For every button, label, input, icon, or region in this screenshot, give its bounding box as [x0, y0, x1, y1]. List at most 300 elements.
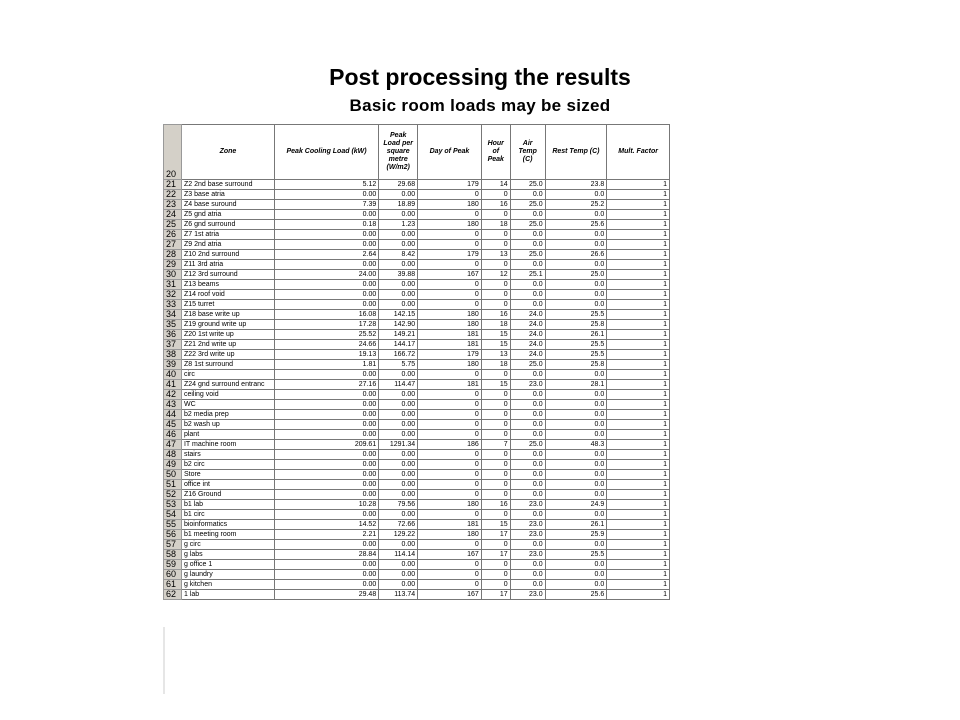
cell-hour-of-peak[interactable]: 0: [481, 390, 510, 400]
cell-peak-per-m2[interactable]: 0.00: [379, 420, 418, 430]
row-number[interactable]: 54: [164, 510, 182, 520]
cell-mult-factor[interactable]: 1: [607, 540, 670, 550]
cell-peak-cooling[interactable]: 0.00: [274, 390, 378, 400]
cell-hour-of-peak[interactable]: 0: [481, 540, 510, 550]
cell-zone[interactable]: circ: [181, 370, 274, 380]
cell-peak-per-m2[interactable]: 0.00: [379, 560, 418, 570]
row-number[interactable]: 24: [164, 210, 182, 220]
cell-hour-of-peak[interactable]: 13: [481, 350, 510, 360]
cell-peak-per-m2[interactable]: 113.74: [379, 590, 418, 600]
cell-rest-temp[interactable]: 48.3: [545, 440, 607, 450]
cell-zone[interactable]: 1 lab: [181, 590, 274, 600]
cell-mult-factor[interactable]: 1: [607, 220, 670, 230]
cell-rest-temp[interactable]: 25.5: [545, 340, 607, 350]
row-number[interactable]: 29: [164, 260, 182, 270]
cell-rest-temp[interactable]: 0.0: [545, 280, 607, 290]
cell-air-temp[interactable]: 25.0: [510, 200, 545, 210]
cell-air-temp[interactable]: 0.0: [510, 430, 545, 440]
cell-peak-per-m2[interactable]: 0.00: [379, 290, 418, 300]
cell-zone[interactable]: Z21 2nd write up: [181, 340, 274, 350]
cell-rest-temp[interactable]: 26.1: [545, 520, 607, 530]
cell-zone[interactable]: Z16 Ground: [181, 490, 274, 500]
cell-peak-cooling[interactable]: 0.00: [274, 420, 378, 430]
cell-hour-of-peak[interactable]: 0: [481, 490, 510, 500]
cell-air-temp[interactable]: 0.0: [510, 290, 545, 300]
cell-mult-factor[interactable]: 1: [607, 260, 670, 270]
cell-hour-of-peak[interactable]: 0: [481, 300, 510, 310]
cell-mult-factor[interactable]: 1: [607, 350, 670, 360]
cell-day-of-peak[interactable]: 0: [418, 210, 482, 220]
cell-air-temp[interactable]: 24.0: [510, 340, 545, 350]
row-number[interactable]: 34: [164, 310, 182, 320]
header-hour-of-peak[interactable]: Hour of Peak: [481, 125, 510, 180]
cell-hour-of-peak[interactable]: 0: [481, 280, 510, 290]
cell-air-temp[interactable]: 25.1: [510, 270, 545, 280]
cell-peak-cooling[interactable]: 209.61: [274, 440, 378, 450]
cell-day-of-peak[interactable]: 0: [418, 540, 482, 550]
cell-peak-cooling[interactable]: 0.00: [274, 410, 378, 420]
cell-air-temp[interactable]: 0.0: [510, 400, 545, 410]
cell-mult-factor[interactable]: 1: [607, 500, 670, 510]
row-number[interactable]: 22: [164, 190, 182, 200]
row-number[interactable]: 46: [164, 430, 182, 440]
cell-day-of-peak[interactable]: 0: [418, 560, 482, 570]
cell-day-of-peak[interactable]: 180: [418, 310, 482, 320]
cell-hour-of-peak[interactable]: 0: [481, 240, 510, 250]
cell-day-of-peak[interactable]: 179: [418, 250, 482, 260]
cell-zone[interactable]: Z2 2nd base surround: [181, 180, 274, 190]
cell-rest-temp[interactable]: 23.8: [545, 180, 607, 190]
cell-peak-cooling[interactable]: 0.18: [274, 220, 378, 230]
cell-day-of-peak[interactable]: 0: [418, 490, 482, 500]
cell-peak-per-m2[interactable]: 72.66: [379, 520, 418, 530]
cell-zone[interactable]: g laundry: [181, 570, 274, 580]
cell-zone[interactable]: Z4 base suround: [181, 200, 274, 210]
cell-air-temp[interactable]: 0.0: [510, 460, 545, 470]
row-number[interactable]: 47: [164, 440, 182, 450]
cell-day-of-peak[interactable]: 0: [418, 410, 482, 420]
cell-mult-factor[interactable]: 1: [607, 590, 670, 600]
cell-rest-temp[interactable]: 0.0: [545, 420, 607, 430]
cell-zone[interactable]: IT machine room: [181, 440, 274, 450]
cell-hour-of-peak[interactable]: 0: [481, 190, 510, 200]
cell-day-of-peak[interactable]: 0: [418, 280, 482, 290]
cell-air-temp[interactable]: 0.0: [510, 420, 545, 430]
cell-hour-of-peak[interactable]: 0: [481, 470, 510, 480]
cell-zone[interactable]: Z18 base write up: [181, 310, 274, 320]
cell-peak-cooling[interactable]: 0.00: [274, 260, 378, 270]
cell-air-temp[interactable]: 25.0: [510, 220, 545, 230]
cell-air-temp[interactable]: 25.0: [510, 250, 545, 260]
cell-rest-temp[interactable]: 26.1: [545, 330, 607, 340]
cell-zone[interactable]: Z14 roof void: [181, 290, 274, 300]
cell-mult-factor[interactable]: 1: [607, 510, 670, 520]
cell-hour-of-peak[interactable]: 0: [481, 560, 510, 570]
cell-peak-per-m2[interactable]: 0.00: [379, 390, 418, 400]
cell-rest-temp[interactable]: 25.9: [545, 530, 607, 540]
cell-day-of-peak[interactable]: 180: [418, 320, 482, 330]
cell-zone[interactable]: b2 media prep: [181, 410, 274, 420]
cell-peak-per-m2[interactable]: 0.00: [379, 260, 418, 270]
cell-peak-cooling[interactable]: 24.66: [274, 340, 378, 350]
cell-hour-of-peak[interactable]: 0: [481, 460, 510, 470]
cell-peak-cooling[interactable]: 0.00: [274, 300, 378, 310]
cell-hour-of-peak[interactable]: 14: [481, 180, 510, 190]
row-number[interactable]: 38: [164, 350, 182, 360]
cell-peak-per-m2[interactable]: 18.89: [379, 200, 418, 210]
cell-hour-of-peak[interactable]: 0: [481, 290, 510, 300]
cell-mult-factor[interactable]: 1: [607, 300, 670, 310]
cell-zone[interactable]: Z11 3rd atria: [181, 260, 274, 270]
cell-peak-per-m2[interactable]: 0.00: [379, 410, 418, 420]
row-number[interactable]: 50: [164, 470, 182, 480]
cell-mult-factor[interactable]: 1: [607, 280, 670, 290]
cell-peak-per-m2[interactable]: 114.47: [379, 380, 418, 390]
cell-air-temp[interactable]: 23.0: [510, 380, 545, 390]
row-number[interactable]: 58: [164, 550, 182, 560]
row-number[interactable]: 52: [164, 490, 182, 500]
cell-day-of-peak[interactable]: 181: [418, 380, 482, 390]
cell-day-of-peak[interactable]: 0: [418, 260, 482, 270]
header-day-of-peak[interactable]: Day of Peak: [418, 125, 482, 180]
cell-rest-temp[interactable]: 0.0: [545, 540, 607, 550]
cell-rest-temp[interactable]: 25.0: [545, 270, 607, 280]
cell-day-of-peak[interactable]: 0: [418, 420, 482, 430]
cell-zone[interactable]: plant: [181, 430, 274, 440]
row-number[interactable]: 35: [164, 320, 182, 330]
cell-zone[interactable]: Z9 2nd atria: [181, 240, 274, 250]
cell-rest-temp[interactable]: 0.0: [545, 580, 607, 590]
cell-peak-cooling[interactable]: 1.81: [274, 360, 378, 370]
cell-hour-of-peak[interactable]: 15: [481, 340, 510, 350]
cell-zone[interactable]: g labs: [181, 550, 274, 560]
cell-day-of-peak[interactable]: 180: [418, 500, 482, 510]
cell-peak-cooling[interactable]: 0.00: [274, 290, 378, 300]
cell-day-of-peak[interactable]: 180: [418, 200, 482, 210]
cell-rest-temp[interactable]: 0.0: [545, 390, 607, 400]
cell-rest-temp[interactable]: 26.6: [545, 250, 607, 260]
cell-peak-per-m2[interactable]: 0.00: [379, 570, 418, 580]
cell-day-of-peak[interactable]: 0: [418, 470, 482, 480]
cell-air-temp[interactable]: 0.0: [510, 560, 545, 570]
cell-peak-cooling[interactable]: 7.39: [274, 200, 378, 210]
cell-rest-temp[interactable]: 0.0: [545, 560, 607, 570]
row-number[interactable]: 61: [164, 580, 182, 590]
cell-peak-cooling[interactable]: 0.00: [274, 570, 378, 580]
cell-mult-factor[interactable]: 1: [607, 320, 670, 330]
cell-day-of-peak[interactable]: 0: [418, 480, 482, 490]
cell-air-temp[interactable]: 0.0: [510, 240, 545, 250]
header-mult-factor[interactable]: Mult. Factor: [607, 125, 670, 180]
cell-peak-per-m2[interactable]: 0.00: [379, 400, 418, 410]
cell-rest-temp[interactable]: 25.5: [545, 350, 607, 360]
cell-zone[interactable]: Z13 beams: [181, 280, 274, 290]
cell-peak-cooling[interactable]: 14.52: [274, 520, 378, 530]
cell-peak-per-m2[interactable]: 1291.34: [379, 440, 418, 450]
cell-air-temp[interactable]: 24.0: [510, 310, 545, 320]
cell-air-temp[interactable]: 0.0: [510, 370, 545, 380]
cell-day-of-peak[interactable]: 0: [418, 510, 482, 520]
cell-mult-factor[interactable]: 1: [607, 290, 670, 300]
cell-mult-factor[interactable]: 1: [607, 380, 670, 390]
cell-mult-factor[interactable]: 1: [607, 450, 670, 460]
cell-zone[interactable]: Z10 2nd surround: [181, 250, 274, 260]
cell-zone[interactable]: WC: [181, 400, 274, 410]
header-peak-per-m2[interactable]: Peak Load per square metre (W/m2): [379, 125, 418, 180]
cell-air-temp[interactable]: 0.0: [510, 490, 545, 500]
cell-rest-temp[interactable]: 0.0: [545, 510, 607, 520]
cell-hour-of-peak[interactable]: 0: [481, 260, 510, 270]
cell-zone[interactable]: bioinformatics: [181, 520, 274, 530]
cell-peak-per-m2[interactable]: 142.15: [379, 310, 418, 320]
row-number[interactable]: 30: [164, 270, 182, 280]
cell-mult-factor[interactable]: 1: [607, 330, 670, 340]
cell-hour-of-peak[interactable]: 0: [481, 230, 510, 240]
row-number[interactable]: 48: [164, 450, 182, 460]
cell-air-temp[interactable]: 0.0: [510, 300, 545, 310]
cell-peak-per-m2[interactable]: 0.00: [379, 450, 418, 460]
cell-peak-cooling[interactable]: 0.00: [274, 450, 378, 460]
cell-peak-cooling[interactable]: 25.52: [274, 330, 378, 340]
cell-day-of-peak[interactable]: 0: [418, 230, 482, 240]
cell-rest-temp[interactable]: 28.1: [545, 380, 607, 390]
cell-mult-factor[interactable]: 1: [607, 210, 670, 220]
cell-mult-factor[interactable]: 1: [607, 370, 670, 380]
cell-air-temp[interactable]: 24.0: [510, 350, 545, 360]
cell-rest-temp[interactable]: 0.0: [545, 190, 607, 200]
cell-peak-cooling[interactable]: 16.08: [274, 310, 378, 320]
cell-rest-temp[interactable]: 25.8: [545, 360, 607, 370]
cell-day-of-peak[interactable]: 0: [418, 570, 482, 580]
cell-rest-temp[interactable]: 25.2: [545, 200, 607, 210]
cell-mult-factor[interactable]: 1: [607, 480, 670, 490]
cell-rest-temp[interactable]: 0.0: [545, 290, 607, 300]
cell-mult-factor[interactable]: 1: [607, 430, 670, 440]
cell-zone[interactable]: Z3 base atria: [181, 190, 274, 200]
cell-peak-per-m2[interactable]: 0.00: [379, 430, 418, 440]
cell-zone[interactable]: Z20 1st write up: [181, 330, 274, 340]
cell-rest-temp[interactable]: 0.0: [545, 450, 607, 460]
cell-zone[interactable]: stairs: [181, 450, 274, 460]
cell-peak-cooling[interactable]: 0.00: [274, 560, 378, 570]
row-number[interactable]: 57: [164, 540, 182, 550]
row-number[interactable]: 45: [164, 420, 182, 430]
cell-peak-per-m2[interactable]: 0.00: [379, 370, 418, 380]
cell-mult-factor[interactable]: 1: [607, 410, 670, 420]
row-number[interactable]: 27: [164, 240, 182, 250]
cell-rest-temp[interactable]: 25.5: [545, 310, 607, 320]
cell-peak-cooling[interactable]: 0.00: [274, 540, 378, 550]
cell-peak-per-m2[interactable]: 0.00: [379, 460, 418, 470]
cell-zone[interactable]: Z15 turret: [181, 300, 274, 310]
row-number[interactable]: 40: [164, 370, 182, 380]
cell-mult-factor[interactable]: 1: [607, 180, 670, 190]
cell-hour-of-peak[interactable]: 17: [481, 590, 510, 600]
cell-air-temp[interactable]: 25.0: [510, 180, 545, 190]
cell-peak-cooling[interactable]: 0.00: [274, 280, 378, 290]
cell-zone[interactable]: Z24 gnd surround entranc: [181, 380, 274, 390]
cell-air-temp[interactable]: 0.0: [510, 580, 545, 590]
cell-peak-cooling[interactable]: 29.48: [274, 590, 378, 600]
row-number[interactable]: 42: [164, 390, 182, 400]
cell-mult-factor[interactable]: 1: [607, 190, 670, 200]
cell-day-of-peak[interactable]: 0: [418, 430, 482, 440]
row-number[interactable]: 55: [164, 520, 182, 530]
cell-hour-of-peak[interactable]: 18: [481, 360, 510, 370]
cell-zone[interactable]: g office 1: [181, 560, 274, 570]
cell-peak-per-m2[interactable]: 0.00: [379, 280, 418, 290]
cell-peak-cooling[interactable]: 0.00: [274, 480, 378, 490]
cell-mult-factor[interactable]: 1: [607, 470, 670, 480]
cell-peak-per-m2[interactable]: 144.17: [379, 340, 418, 350]
cell-peak-per-m2[interactable]: 39.88: [379, 270, 418, 280]
cell-hour-of-peak[interactable]: 17: [481, 550, 510, 560]
cell-mult-factor[interactable]: 1: [607, 340, 670, 350]
cell-rest-temp[interactable]: 25.8: [545, 320, 607, 330]
row-number[interactable]: 32: [164, 290, 182, 300]
header-air-temp[interactable]: Air Temp (C): [510, 125, 545, 180]
cell-mult-factor[interactable]: 1: [607, 420, 670, 430]
cell-rest-temp[interactable]: 0.0: [545, 260, 607, 270]
cell-rest-temp[interactable]: 0.0: [545, 300, 607, 310]
cell-hour-of-peak[interactable]: 0: [481, 430, 510, 440]
cell-mult-factor[interactable]: 1: [607, 440, 670, 450]
cell-air-temp[interactable]: 0.0: [510, 480, 545, 490]
cell-air-temp[interactable]: 23.0: [510, 500, 545, 510]
cell-rest-temp[interactable]: 0.0: [545, 410, 607, 420]
cell-day-of-peak[interactable]: 0: [418, 290, 482, 300]
cell-peak-cooling[interactable]: 0.00: [274, 470, 378, 480]
cell-mult-factor[interactable]: 1: [607, 310, 670, 320]
row-number[interactable]: 43: [164, 400, 182, 410]
cell-day-of-peak[interactable]: 186: [418, 440, 482, 450]
cell-mult-factor[interactable]: 1: [607, 460, 670, 470]
cell-day-of-peak[interactable]: 180: [418, 530, 482, 540]
cell-peak-cooling[interactable]: 0.00: [274, 430, 378, 440]
cell-air-temp[interactable]: 0.0: [510, 410, 545, 420]
cell-hour-of-peak[interactable]: 13: [481, 250, 510, 260]
cell-mult-factor[interactable]: 1: [607, 360, 670, 370]
cell-peak-cooling[interactable]: 0.00: [274, 460, 378, 470]
cell-peak-per-m2[interactable]: 166.72: [379, 350, 418, 360]
row-number[interactable]: 60: [164, 570, 182, 580]
cell-day-of-peak[interactable]: 0: [418, 370, 482, 380]
cell-peak-per-m2[interactable]: 29.68: [379, 180, 418, 190]
cell-hour-of-peak[interactable]: 15: [481, 330, 510, 340]
cell-peak-per-m2[interactable]: 79.56: [379, 500, 418, 510]
header-rest-temp[interactable]: Rest Temp (C): [545, 125, 607, 180]
cell-mult-factor[interactable]: 1: [607, 390, 670, 400]
row-number[interactable]: 25: [164, 220, 182, 230]
cell-zone[interactable]: Z6 gnd surround: [181, 220, 274, 230]
cell-hour-of-peak[interactable]: 0: [481, 480, 510, 490]
cell-hour-of-peak[interactable]: 18: [481, 320, 510, 330]
cell-rest-temp[interactable]: 0.0: [545, 470, 607, 480]
cell-day-of-peak[interactable]: 167: [418, 590, 482, 600]
row-number[interactable]: 62: [164, 590, 182, 600]
cell-rest-temp[interactable]: 25.6: [545, 590, 607, 600]
cell-air-temp[interactable]: 0.0: [510, 470, 545, 480]
header-peak-cooling[interactable]: Peak Cooling Load (kW): [274, 125, 378, 180]
cell-rest-temp[interactable]: 25.5: [545, 550, 607, 560]
row-number[interactable]: 37: [164, 340, 182, 350]
cell-air-temp[interactable]: 23.0: [510, 520, 545, 530]
cell-mult-factor[interactable]: 1: [607, 550, 670, 560]
cell-peak-cooling[interactable]: 19.13: [274, 350, 378, 360]
cell-peak-per-m2[interactable]: 149.21: [379, 330, 418, 340]
cell-peak-per-m2[interactable]: 0.00: [379, 490, 418, 500]
cell-peak-cooling[interactable]: 10.28: [274, 500, 378, 510]
cell-hour-of-peak[interactable]: 15: [481, 520, 510, 530]
cell-air-temp[interactable]: 25.0: [510, 360, 545, 370]
cell-zone[interactable]: g circ: [181, 540, 274, 550]
cell-air-temp[interactable]: 24.0: [510, 330, 545, 340]
cell-mult-factor[interactable]: 1: [607, 570, 670, 580]
cell-hour-of-peak[interactable]: 7: [481, 440, 510, 450]
cell-hour-of-peak[interactable]: 0: [481, 510, 510, 520]
cell-peak-per-m2[interactable]: 114.14: [379, 550, 418, 560]
cell-day-of-peak[interactable]: 181: [418, 330, 482, 340]
cell-peak-cooling[interactable]: 0.00: [274, 240, 378, 250]
cell-air-temp[interactable]: 0.0: [510, 190, 545, 200]
row-number[interactable]: 33: [164, 300, 182, 310]
cell-hour-of-peak[interactable]: 16: [481, 500, 510, 510]
cell-air-temp[interactable]: 0.0: [510, 390, 545, 400]
cell-rest-temp[interactable]: 0.0: [545, 570, 607, 580]
row-number[interactable]: 28: [164, 250, 182, 260]
cell-air-temp[interactable]: 23.0: [510, 550, 545, 560]
row-number[interactable]: 36: [164, 330, 182, 340]
cell-rest-temp[interactable]: 25.6: [545, 220, 607, 230]
cell-hour-of-peak[interactable]: 0: [481, 370, 510, 380]
cell-mult-factor[interactable]: 1: [607, 230, 670, 240]
cell-air-temp[interactable]: 0.0: [510, 210, 545, 220]
cell-day-of-peak[interactable]: 0: [418, 400, 482, 410]
cell-air-temp[interactable]: 0.0: [510, 450, 545, 460]
cell-rest-temp[interactable]: 0.0: [545, 480, 607, 490]
cell-zone[interactable]: Z8 1st surround: [181, 360, 274, 370]
cell-mult-factor[interactable]: 1: [607, 400, 670, 410]
cell-rest-temp[interactable]: 0.0: [545, 230, 607, 240]
cell-peak-per-m2[interactable]: 0.00: [379, 230, 418, 240]
cell-rest-temp[interactable]: 0.0: [545, 240, 607, 250]
cell-peak-per-m2[interactable]: 1.23: [379, 220, 418, 230]
cell-air-temp[interactable]: 0.0: [510, 260, 545, 270]
row-number[interactable]: 56: [164, 530, 182, 540]
cell-day-of-peak[interactable]: 0: [418, 390, 482, 400]
cell-zone[interactable]: Z5 gnd atria: [181, 210, 274, 220]
cell-zone[interactable]: Z12 3rd surround: [181, 270, 274, 280]
cell-peak-cooling[interactable]: 0.00: [274, 230, 378, 240]
cell-hour-of-peak[interactable]: 0: [481, 410, 510, 420]
cell-hour-of-peak[interactable]: 18: [481, 220, 510, 230]
cell-peak-per-m2[interactable]: 0.00: [379, 300, 418, 310]
cell-zone[interactable]: b1 lab: [181, 500, 274, 510]
cell-air-temp[interactable]: 0.0: [510, 540, 545, 550]
cell-peak-cooling[interactable]: 2.64: [274, 250, 378, 260]
cell-peak-cooling[interactable]: 27.16: [274, 380, 378, 390]
cell-rest-temp[interactable]: 0.0: [545, 370, 607, 380]
cell-air-temp[interactable]: 0.0: [510, 230, 545, 240]
cell-day-of-peak[interactable]: 179: [418, 180, 482, 190]
cell-rest-temp[interactable]: 24.9: [545, 500, 607, 510]
header-zone[interactable]: Zone: [181, 125, 274, 180]
cell-rest-temp[interactable]: 0.0: [545, 400, 607, 410]
cell-rest-temp[interactable]: 0.0: [545, 490, 607, 500]
cell-peak-cooling[interactable]: 0.00: [274, 400, 378, 410]
cell-zone[interactable]: ceiling void: [181, 390, 274, 400]
cell-day-of-peak[interactable]: 0: [418, 240, 482, 250]
